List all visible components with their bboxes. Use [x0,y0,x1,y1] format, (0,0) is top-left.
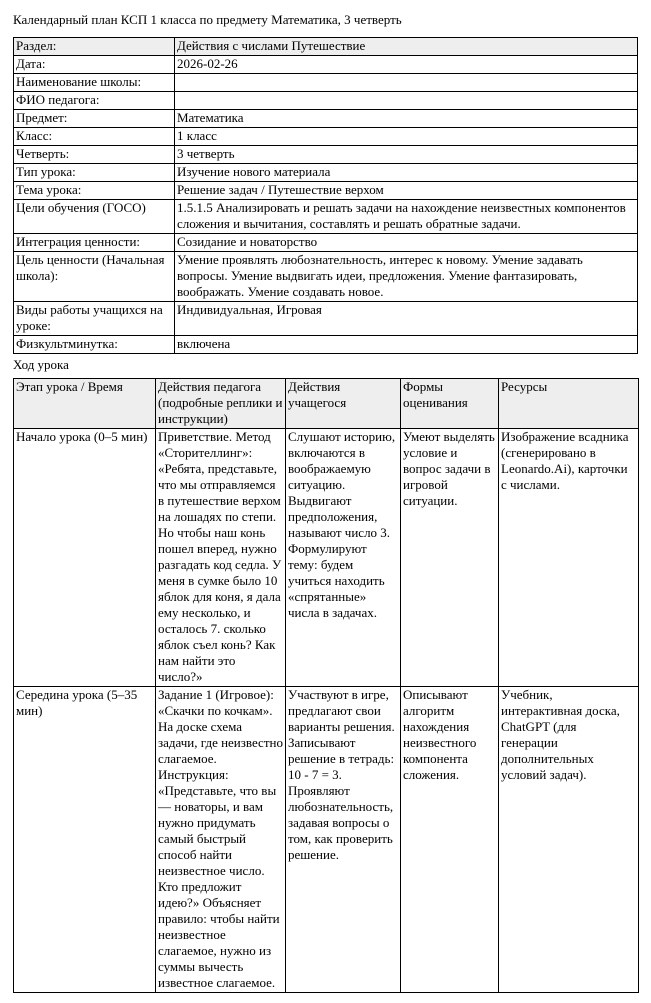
document-title: Календарный план КСП 1 класса по предмету Математика, 3 четверть [13,12,402,27]
resources-cell: Учебник, интерактивная доска, ChatGPT (для генерации дополнительных условий задач). [499,687,639,993]
info-row-values-goal [14,252,638,302]
assessment-cell: Описывают алгоритм нахождения неизвестного компонента сложения. [401,687,499,993]
info-row-subject [14,110,638,128]
column-header-student-actions: Действия учащегося [286,379,401,429]
info-label: Тема урока: [14,182,175,200]
info-label: Наименование школы: [14,74,175,92]
teacher-actions-cell: Задание 1 (Игровое): «Скачки по кочкам». На доске схема задачи, где неизвестно слагаемое. Инструкция: «Представьте, что вы — новаторы, и вам нужно придумать самый быстрый способ найти неизвестное число. Кто предложит идею?» Объясняет правило: чтобы найти неизвестное слагаемое, нужно из суммы вычесть известное слагаемое. [156,687,286,993]
info-label: Предмет: [14,110,175,128]
column-header-resources: Ресурсы [499,379,639,429]
info-row-physminute [14,336,638,354]
info-row-lesson-type [14,164,638,182]
info-label: Виды работы учащихся на уроке: [14,302,175,336]
info-value: включена [175,336,638,354]
info-label: Интеграция ценности: [14,234,175,252]
info-value: Умение проявлять любознательность, интерес к новому. Умение задавать вопросы. Умение выдвигать идеи, предложения. Умение фантазировать, воображать. Умение создавать новое. [175,252,638,302]
student-actions-cell: Слушают историю, включаются в воображаемую ситуацию. Выдвигают предположения, называют число 3. Формулируют тему: будем учиться находить «спрятанные» числа в задачах. [286,429,401,687]
info-value: 1.5.1.5 Анализировать и решать задачи на нахождение неизвестных компонентов сложения и вычитания, составлять и решать обратные задачи. [175,200,638,234]
lesson-row-middle [14,687,639,993]
info-row-lesson-theme [14,182,638,200]
resources-cell: Изображение всадника (сгенерировано в Leonardo.Ai), карточки с числами. [499,429,639,687]
info-row-goals [14,200,638,234]
info-label: Дата: [14,56,175,74]
info-value [175,74,638,92]
student-actions-cell: Участвуют в игре, предлагают свои варианты решения. Записывают решение в тетрадь: 10 - 7 = 3. Проявляют любознательность, задавая вопросы о том, как проверить решение. [286,687,401,993]
lesson-table-header-row [14,379,639,429]
info-value: Созидание и новаторство [175,234,638,252]
info-row-class [14,128,638,146]
column-header-assessment: Формы оценивания [401,379,499,429]
info-value: Решение задач / Путешествие верхом [175,182,638,200]
stage-cell: Начало урока (0–5 мин) [14,429,156,687]
info-row-razdel [14,38,638,56]
lesson-row-start [14,429,639,687]
info-value: 1 класс [175,128,638,146]
lesson-plan-table [13,378,639,993]
column-header-teacher-actions: Действия педагога (подробные реплики и инструкции) [156,379,286,429]
column-header-stage: Этап урока / Время [14,379,156,429]
info-label: Четверть: [14,146,175,164]
stage-cell: Середина урока (5–35 мин) [14,687,156,993]
teacher-actions-cell: Приветствие. Метод «Сторителлинг»: «Ребята, представьте, что мы отправляемся в путешествие верхом на лошадях по степи. Но чтобы наш конь пошел вперед, нужно разгадать код седла. У меня в сумке было 10 яблок для коня, я дала ему несколько, и осталось 7. сколько яблок съел конь? Как нам найти это число?» [156,429,286,687]
info-label: Цели обучения (ГОСО) [14,200,175,234]
info-value: Математика [175,110,638,128]
assessment-cell: Умеют выделять условие и вопрос задачи в игровой ситуации. [401,429,499,687]
info-label: Класс: [14,128,175,146]
section-heading: Ход урока [13,357,69,372]
info-label: Раздел: [14,38,175,56]
info-row-school [14,74,638,92]
info-label: Цель ценности (Начальная школа): [14,252,175,302]
info-row-work-types [14,302,638,336]
info-label: Тип урока: [14,164,175,182]
info-row-values-integration [14,234,638,252]
info-value: Индивидуальная, Игровая [175,302,638,336]
info-row-data [14,56,638,74]
info-value [175,92,638,110]
info-row-quarter [14,146,638,164]
info-value: 2026-02-26 [175,56,638,74]
info-row-teacher [14,92,638,110]
info-value: Действия с числами Путешествие [175,38,638,56]
lesson-info-table [13,37,638,354]
info-value: Изучение нового материала [175,164,638,182]
info-value: 3 четверть [175,146,638,164]
info-label: ФИО педагога: [14,92,175,110]
info-label: Физкультминутка: [14,336,175,354]
